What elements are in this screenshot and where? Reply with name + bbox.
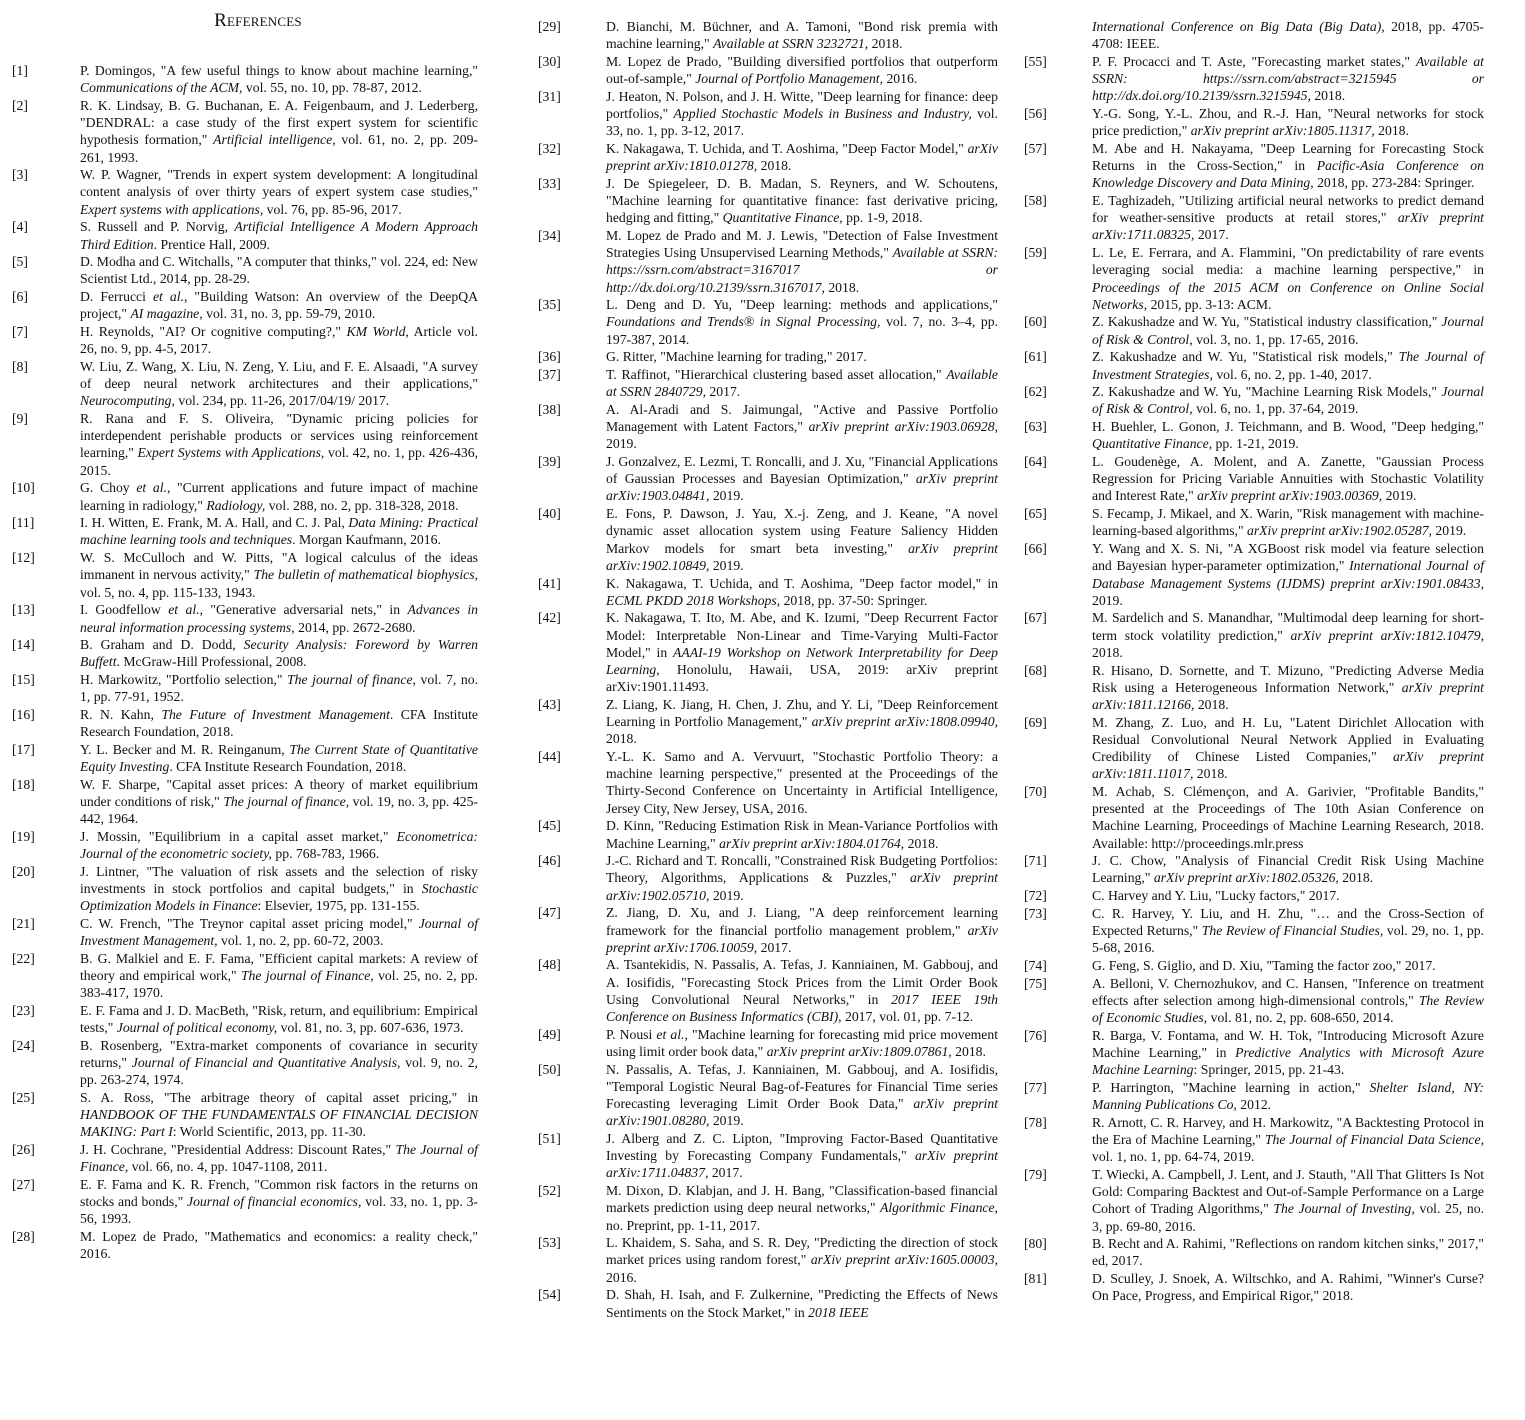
reference-number: [7] (12, 324, 28, 340)
reference-number: [71] (1024, 853, 1047, 869)
reference-entry (538, 1286, 998, 1320)
reference-entry (12, 1002, 478, 1036)
reference-number: [68] (1024, 662, 1047, 678)
reference-number: [17] (12, 741, 35, 757)
reference-entry (12, 288, 478, 322)
reference-entry (12, 1176, 478, 1228)
reference-text: C. W. French, "The Treynor capital asset pricing model," Journal of Investment Management, vol. 1, no. 2, pp. 60-72, 2003. (80, 915, 478, 949)
reference-entry (12, 915, 478, 949)
reference-text: E. F. Fama and J. D. MacBeth, "Risk, return, and equilibrium: Empirical tests," Journal of political economy, vol. 81, no. 3, pp. 607-636, 1973. (80, 1002, 478, 1036)
reference-entry (12, 323, 478, 357)
reference-text: M. Zhang, Z. Luo, and H. Lu, "Latent Dirichlet Allocation with Residual Convolutional Neural Network Applied in Evaluating Credibility of Chinese Listed Companies," arXiv preprint arXiv:1811.11017, 2018. (1092, 714, 1484, 782)
reference-entry (538, 140, 998, 174)
reference-text: J. Mossin, "Equilibrium in a capital asset market," Econometrica: Journal of the econometric society, pp. 768-783, 1966. (80, 828, 478, 862)
reference-text: R. N. Kahn, The Future of Investment Management. CFA Institute Research Foundation, 2018. (80, 707, 478, 740)
reference-entry (1024, 18, 1484, 52)
reference-entry (538, 1026, 998, 1060)
reference-text: A. Tsantekidis, N. Passalis, A. Tefas, J. Kanniainen, M. Gabbouj, and A. Iosifidis, "Forecasting Stock Prices from the Limit Order Book Using Convolutional Neural Networks," in 2017 IEEE 19th Conference on Business Informatics (CBI), 2017, vol. 01, pp. 7-12. (606, 957, 998, 1025)
references-column-3 (1024, 18, 1484, 1305)
reference-number: [52] (538, 1183, 561, 1199)
reference-number: [15] (12, 672, 35, 688)
reference-entry (1024, 1166, 1484, 1235)
reference-number: [57] (1024, 140, 1047, 156)
reference-number: [75] (1024, 975, 1047, 991)
reference-entry (538, 175, 998, 227)
reference-text: K. Nakagawa, T. Uchida, and T. Aoshima, "Deep factor model," in ECML PKDD 2018 Workshops, 2018, pp. 37-50: Springer. (606, 575, 998, 608)
reference-text: D. Ferrucci et al., "Building Watson: An overview of the DeepQA project," AI magazine, vol. 31, no. 3, pp. 59-79, 2010. (80, 289, 478, 322)
reference-entry (1024, 1079, 1484, 1113)
reference-number: [9] (12, 411, 28, 427)
reference-number (1024, 18, 1092, 52)
reference-number: [80] (1024, 1236, 1047, 1252)
reference-text: P. Domingos, "A few useful things to know about machine learning," Communications of the ACM, vol. 55, no. 10, pp. 78-87, 2012. (80, 63, 478, 96)
reference-entry (1024, 244, 1484, 313)
reference-number: [73] (1024, 905, 1047, 921)
reference-number: [58] (1024, 193, 1047, 209)
reference-entry (538, 401, 998, 453)
reference-entry (12, 828, 478, 862)
reference-entry (538, 817, 998, 851)
reference-text: H. Buehler, L. Gonon, J. Teichmann, and B. Wood, "Deep hedging," Quantitative Finance, pp. 1-21, 2019. (1092, 419, 1484, 452)
reference-number: [31] (538, 88, 561, 104)
reference-entry (538, 852, 998, 904)
reference-number: [77] (1024, 1079, 1047, 1095)
reference-entry (12, 950, 478, 1002)
reference-text: B. G. Malkiel and E. F. Fama, "Efficient capital markets: A review of theory and empirical work," The journal of Finance, vol. 25, no. 2, pp. 383-417, 1970. (80, 950, 478, 1001)
reference-entry (1024, 957, 1484, 974)
reference-entry (538, 18, 998, 52)
reference-text: A. Al-Aradi and S. Jaimungal, "Active and Passive Portfolio Management with Latent Factors," arXiv preprint arXiv:1903.06928, 2019. (606, 401, 998, 452)
reference-text: Z. Kakushadze and W. Yu, "Machine Learning Risk Models," Journal of Risk & Control, vol. 6, no. 1, pp. 37-64, 2019. (1092, 384, 1484, 417)
reference-text: E. Taghizadeh, "Utilizing artificial neural networks to predict demand for weather-sensitive products at retail stores," arXiv preprint arXiv:1711.08325, 2017. (1092, 193, 1484, 243)
reference-number: [22] (12, 950, 35, 966)
reference-number: [34] (538, 227, 561, 243)
reference-number: [3] (12, 167, 28, 183)
reference-number: [76] (1024, 1027, 1047, 1043)
reference-text: International Conference on Big Data (Big Data), 2018, pp. 4705-4708: IEEE. (1092, 19, 1484, 52)
reference-entry (12, 741, 478, 775)
reference-text: M. Abe and H. Nakayama, "Deep Learning for Forecasting Stock Returns in the Cross-Section," in Pacific-Asia Conference on Knowledge Discovery and Data Mining, 2018, pp. 273-284: Springer. (1092, 140, 1484, 191)
reference-entry (12, 1141, 478, 1175)
reference-entry (1024, 975, 1484, 1027)
reference-text: C. Harvey and Y. Liu, "Lucky factors," 2017. (1092, 888, 1340, 904)
reference-entry (12, 1037, 478, 1089)
reference-entry (1024, 783, 1484, 852)
reference-number: [62] (1024, 384, 1047, 400)
reference-number: [53] (538, 1235, 561, 1251)
reference-number: [43] (538, 696, 561, 712)
reference-text: B. Graham and D. Dodd, Security Analysis: Foreword by Warren Buffett. McGraw-Hill Professional, 2008. (80, 637, 478, 670)
reference-number: [48] (538, 957, 561, 973)
reference-text: R. Rana and F. S. Oliveira, "Dynamic pricing policies for interdependent perishable products or services using reinforcement learning," Expert Systems with Applications, vol. 42, no. 1, pp. 426-436, 2015. (80, 411, 478, 478)
reference-text: R. Arnott, C. R. Harvey, and H. Markowitz, "A Backtesting Protocol in the Era of Machine Learning," The Journal of Financial Data Science, vol. 1, no. 1, pp. 64-74, 2019. (1092, 1114, 1484, 1165)
reference-text: I. Goodfellow et al., "Generative adversarial nets," in Advances in neural information processing systems, 2014, pp. 2672-2680. (80, 602, 478, 635)
reference-entry (12, 1089, 478, 1141)
reference-entry (1024, 105, 1484, 139)
reference-text: T. Wiecki, A. Campbell, J. Lent, and J. Stauth, "All That Glitters Is Not Gold: Comparing Backtest and Out-of-Sample Performance on a Large Cohort of Trading Algorithms," The Journal of Investing, vol. 25, no. 3, pp. 69-80, 2016. (1092, 1166, 1484, 1234)
reference-entry (12, 97, 478, 166)
reference-entry (1024, 140, 1484, 192)
reference-entry (12, 671, 478, 705)
reference-number: [2] (12, 97, 28, 113)
reference-number: [14] (12, 637, 35, 653)
reference-entry (12, 776, 478, 828)
reference-text: M. Achab, S. Clémençon, and A. Garivier, "Profitable Bandits," presented at the Proceedings of The 10th Asian Conference on Machine Learning, Proceedings of Machine Learning Research, 2018. Available: http://proceedings.mlr.press (1092, 783, 1484, 851)
reference-number: [54] (538, 1287, 561, 1303)
reference-entry (12, 1228, 478, 1262)
reference-number: [60] (1024, 314, 1047, 330)
reference-text: W. P. Wagner, "Trends in expert system development: A longitudinal content analysis of over thirty years of expert system case studies," Expert systems with applications, vol. 76, pp. 85-96, 2017. (80, 167, 478, 217)
reference-entry (1024, 53, 1484, 105)
reference-entry (12, 218, 478, 252)
reference-number: [1] (12, 63, 28, 78)
reference-entry (538, 366, 998, 400)
reference-text: M. Lopez de Prado, "Mathematics and economics: a reality check," 2016. (80, 1229, 478, 1262)
reference-number: [45] (538, 818, 561, 834)
reference-entry (12, 514, 478, 548)
reference-entry (1024, 609, 1484, 661)
reference-number: [37] (538, 367, 561, 383)
reference-text: G. Choy et al., "Current applications and future impact of machine learning in radiology," Radiology, vol. 288, no. 2, pp. 318-328, 2018. (80, 480, 479, 513)
reference-text: P. F. Procacci and T. Aste, "Forecasting market states," Available at SSRN: https://ssrn.com/abstract=3215945 or http://dx.doi.org/10.2139/ssrn.3215945, 2018. (1092, 53, 1484, 104)
reference-number: [19] (12, 828, 35, 844)
reference-text: D. Modha and C. Witchalls, "A computer that thinks," vol. 224, ed: New Scientist Ltd., 2014, pp. 28-29. (80, 254, 478, 287)
reference-text: C. R. Harvey, Y. Liu, and H. Zhu, "… and the Cross-Section of Expected Returns," The Review of Financial Studies, vol. 29, no. 1, pp. 5-68, 2016. (1092, 905, 1484, 956)
reference-number: [79] (1024, 1166, 1047, 1182)
reference-text: D. Shah, H. Isah, and F. Zulkernine, "Predicting the Effects of News Sentiments on the Stock Market," in 2018 IEEE (606, 1287, 998, 1320)
reference-entry (12, 706, 478, 740)
reference-number: [42] (538, 610, 561, 626)
reference-number: [46] (538, 853, 561, 869)
reference-number: [16] (12, 707, 35, 723)
reference-number: [39] (538, 454, 561, 470)
reference-entry (12, 62, 478, 96)
reference-number: [25] (12, 1089, 35, 1105)
reference-number: [66] (1024, 541, 1047, 557)
reference-text: S. Russell and P. Norvig, Artificial Intelligence A Modern Approach Third Edition. Prentice Hall, 2009. (80, 219, 479, 252)
reference-number: [55] (1024, 53, 1047, 69)
reference-text: G. Ritter, "Machine learning for trading," 2017. (606, 349, 867, 365)
reference-text: J. Gonzalvez, E. Lezmi, T. Roncalli, and J. Xu, "Financial Applications of Gaussian Processes and Bayesian Optimization," arXiv preprint arXiv:1903.04841, 2019. (606, 454, 998, 504)
reference-text: K. Nakagawa, T. Uchida, and T. Aoshima, "Deep Factor Model," arXiv preprint arXiv:1810.01278, 2018. (606, 140, 998, 174)
reference-text: Z. Liang, K. Jiang, H. Chen, J. Zhu, and Y. Li, "Deep Reinforcement Learning in Portfolio Management," arXiv preprint arXiv:1808.09940, 2018. (606, 696, 998, 747)
reference-text: Y. Wang and X. S. Ni, "A XGBoost risk model via feature selection and Bayesian hyper-parameter optimization," International Journal of Database Management Systems (IJDMS) preprint arXiv:1901.08433, 2019. (1092, 541, 1484, 608)
reference-text: R. Barga, V. Fontama, and W. H. Tok, "Introducing Microsoft Azure Machine Learning," in Predictive Analytics with Microsoft Azure Machine Learning: Springer, 2015, pp. 21-43. (1092, 1027, 1484, 1078)
reference-text: Z. Kakushadze and W. Yu, "Statistical industry classification," Journal of Risk & Control, vol. 3, no. 1, pp. 17-65, 2016. (1092, 314, 1484, 347)
reference-number: [35] (538, 297, 561, 313)
reference-number: [6] (12, 289, 28, 305)
reference-entry (12, 410, 478, 479)
reference-entry (1024, 1270, 1484, 1304)
reference-text: S. Fecamp, J. Mikael, and X. Warin, "Risk management with machine-learning-based algorithms," arXiv preprint arXiv:1902.05287, 2019. (1092, 506, 1484, 539)
reference-number: [50] (538, 1061, 561, 1077)
reference-number: [27] (12, 1177, 35, 1192)
reference-number: [29] (538, 19, 561, 34)
reference-number: [8] (12, 358, 28, 374)
reference-text: M. Sardelich and S. Manandhar, "Multimodal deep learning for short-term stock volatility prediction," arXiv preprint arXiv:1812.10479, 2018. (1092, 610, 1484, 660)
reference-entry (1024, 453, 1484, 505)
reference-number: [23] (12, 1002, 35, 1018)
reference-entry (1024, 383, 1484, 417)
reference-text: B. Recht and A. Rahimi, "Reflections on random kitchen sinks," 2017," ed, 2017. (1092, 1236, 1484, 1269)
reference-text: D. Bianchi, M. Büchner, and A. Tamoni, "Bond risk premia with machine learning," Available at SSRN 3232721, 2018. (606, 19, 998, 52)
reference-text: B. Rosenberg, "Extra-market components of covariance in security returns," Journal of Financial and Quantitative Analysis, vol. 9, no. 2, pp. 263-274, 1974. (80, 1037, 478, 1088)
reference-entry (538, 53, 998, 87)
reference-number: [56] (1024, 106, 1047, 122)
reference-number: [18] (12, 776, 35, 792)
reference-number: [59] (1024, 245, 1047, 261)
reference-text: M. Lopez de Prado, "Building diversified portfolios that outperform out-of-sample," Journal of Portfolio Management, 2016. (606, 53, 998, 87)
reference-entry (538, 296, 998, 348)
reference-entry (538, 227, 998, 296)
reference-text: M. Dixon, D. Klabjan, and J. H. Bang, "Classification-based financial markets prediction using deep neural networks," Algorithmic Finance, no. Preprint, pp. 1-11, 2017. (606, 1183, 998, 1233)
reference-text: N. Passalis, A. Tefas, J. Kanniainen, M. Gabbouj, and A. Iosifidis, "Temporal Logistic Neural Bag-of-Features for Financial Time series Forecasting leveraging Limit Order Book Data," arXiv preprint arXiv:1901.08280, 2019. (606, 1061, 998, 1129)
reference-number: [4] (12, 219, 28, 235)
reference-text: H. Markowitz, "Portfolio selection," The journal of finance, vol. 7, no. 1, pp. 77-91, 1952. (80, 672, 478, 705)
reference-number: [63] (1024, 419, 1047, 435)
reference-entry (538, 1061, 998, 1130)
reference-entry (12, 479, 478, 513)
reference-number: [32] (538, 140, 561, 156)
references-column-1 (12, 62, 478, 1263)
reference-entry (1024, 418, 1484, 452)
reference-entry (1024, 852, 1484, 886)
reference-number: [81] (1024, 1271, 1047, 1287)
reference-entry (1024, 505, 1484, 539)
reference-text: W. F. Sharpe, "Capital asset prices: A theory of market equilibrium under conditions of risk," The journal of finance, vol. 19, no. 3, pp. 425-442, 1964. (80, 776, 478, 827)
reference-number: [78] (1024, 1114, 1047, 1130)
reference-number: [72] (1024, 888, 1047, 904)
reference-text: Z. Jiang, D. Xu, and J. Liang, "A deep reinforcement learning framework for the financial portfolio management problem," arXiv preprint arXiv:1706.10059, 2017. (606, 905, 998, 955)
reference-text: T. Raffinot, "Hierarchical clustering based asset allocation," Available at SSRN 2840729, 2017. (606, 367, 998, 400)
reference-number: [61] (1024, 349, 1047, 365)
references-column-2 (538, 18, 998, 1321)
reference-number: [38] (538, 401, 561, 417)
reference-number: [51] (538, 1131, 561, 1146)
reference-text: P. Nousi et al., "Machine learning for forecasting mid price movement using limit order book data," arXiv preprint arXiv:1809.07861, 2018. (606, 1026, 999, 1059)
reference-number: [47] (538, 905, 561, 921)
reference-text: K. Nakagawa, T. Ito, M. Abe, and K. Izumi, "Deep Recurrent Factor Model: Interpretable Non-Linear and Time-Varying Multi-Factor Model," in AAAI-19 Workshop on Network Interpretability for Deep Learning, Honolulu, Hawaii, USA, 2019: arXiv preprint arXiv:1901.11493. (606, 610, 998, 695)
reference-number: [41] (538, 575, 561, 591)
reference-entry (1024, 714, 1484, 783)
reference-text: L. Deng and D. Yu, "Deep learning: methods and applications," Foundations and Trends® in Signal Processing, vol. 7, no. 3–4, pp. 197-387, 2014. (606, 297, 998, 347)
reference-text: Y.-G. Song, Y.-L. Zhou, and R.-J. Han, "Neural networks for stock price prediction," arXiv preprint arXiv:1805.11317, 2018. (1092, 106, 1484, 139)
reference-number: [11] (12, 515, 35, 531)
reference-number: [69] (1024, 714, 1047, 730)
reference-entry (12, 636, 478, 670)
reference-number: [36] (538, 349, 561, 365)
reference-number: [40] (538, 506, 561, 522)
reference-text: P. Harrington, "Machine learning in action," Shelter Island, NY: Manning Publications Co, 2012. (1092, 1079, 1484, 1113)
reference-number: [12] (12, 550, 35, 566)
reference-number: [44] (538, 749, 561, 765)
reference-text: L. Khaidem, S. Saha, and S. R. Dey, "Predicting the direction of stock market prices using random forest," arXiv preprint arXiv:1605.00003, 2016. (606, 1235, 998, 1285)
reference-entry (538, 609, 998, 695)
reference-text: Y. L. Becker and M. R. Reinganum, The Current State of Quantitative Equity Investing. CFA Institute Research Foundation, 2018. (80, 741, 479, 775)
reference-entry (1024, 348, 1484, 382)
reference-entry (12, 863, 478, 915)
reference-entry (12, 358, 478, 410)
reference-entry (1024, 1114, 1484, 1166)
reference-text: A. Belloni, V. Chernozhukov, and C. Hansen, "Inference on treatment effects after selection among high-dimensional controls," The Review of Economic Studies, vol. 81, no. 2, pp. 608-650, 2014. (1092, 975, 1484, 1026)
reference-number: [28] (12, 1229, 35, 1245)
reference-text: D. Kinn, "Reducing Estimation Risk in Mean-Variance Portfolios with Machine Learning," arXiv preprint arXiv:1804.01764, 2018. (606, 818, 998, 851)
reference-number: [26] (12, 1142, 35, 1158)
reference-entry (538, 956, 998, 1025)
reference-text: L. Le, E. Ferrara, and A. Flammini, "On predictability of rare events leveraging social media: a machine learning perspective," in Proceedings of the 2015 ACM on Conference on Online Social Networks, 2015, pp. 3-13: ACM. (1092, 245, 1484, 312)
reference-text: G. Feng, S. Giglio, and D. Xiu, "Taming the factor zoo," 2017. (1092, 957, 1436, 973)
reference-text: D. Sculley, J. Snoek, A. Wiltschko, and A. Rahimi, "Winner's Curse? On Pace, Progress, and Empirical Rigor," 2018. (1092, 1271, 1484, 1304)
reference-text: S. A. Ross, "The arbitrage theory of capital asset pricing," in HANDBOOK OF THE FUNDAMENTALS OF FINANCIAL DECISION MAKING: Part I: World Scientific, 2013, pp. 11-30. (80, 1089, 478, 1140)
reference-text: Y.-L. K. Samo and A. Vervuurt, "Stochastic Portfolio Theory: a machine learning perspective," presented at the Proceedings of the Thirty-Second Conference on Uncertainty in Artificial Intelligence, Jersey City, New Jersey, USA, 2016. (606, 749, 998, 816)
reference-entry (538, 575, 998, 609)
reference-text: J. H. Cochrane, "Presidential Address: Discount Rates," The Journal of Finance, vol. 66, no. 4, pp. 1047-1108, 2011. (80, 1142, 478, 1175)
reference-number: [24] (12, 1037, 35, 1053)
reference-text: J. C. Chow, "Analysis of Financial Credit Risk Using Machine Learning," arXiv preprint arXiv:1802.05326, 2018. (1092, 853, 1484, 886)
reference-number: [65] (1024, 506, 1047, 522)
reference-entry (538, 904, 998, 956)
reference-entry (538, 696, 998, 748)
reference-entry (1024, 662, 1484, 714)
reference-entry (1024, 1235, 1484, 1269)
reference-text: R. Hisano, D. Sornette, and T. Mizuno, "Predicting Adverse Media Risk using a Heterogeneous Information Network," arXiv preprint arXiv:1811.12166, 2018. (1092, 662, 1484, 712)
reference-entry (12, 253, 478, 287)
reference-entry (538, 1182, 998, 1234)
reference-number: [74] (1024, 957, 1047, 973)
reference-number: [5] (12, 254, 28, 270)
reference-entry (1024, 192, 1484, 244)
reference-text: J. Heaton, N. Polson, and J. H. Witte, "Deep learning for finance: deep portfolios," Applied Stochastic Models in Business and Industry, vol. 33, no. 1, pp. 3-12, 2017. (606, 88, 998, 139)
reference-number: [33] (538, 175, 561, 191)
reference-entry (538, 88, 998, 140)
reference-text: W. S. McCulloch and W. Pitts, "A logical calculus of the ideas immanent in nervous activity," The bulletin of mathematical biophysics, vol. 5, no. 4, pp. 115-133, 1943. (80, 550, 478, 600)
reference-entry (538, 1234, 998, 1286)
reference-number: [13] (12, 602, 35, 618)
reference-entry (12, 601, 478, 635)
reference-text: J. De Spiegeleer, D. B. Madan, S. Reyners, and W. Schoutens, "Machine learning for quantitative finance: fast derivative pricing, hedging and fitting," Quantitative Finance, pp. 1-9, 2018. (606, 175, 998, 226)
reference-text: J. Lintner, "The valuation of risk assets and the selection of risky investments in stock portfolios and capital budgets," in Stochastic Optimization Models in Finance: Elsevier, 1975, pp. 131-155. (80, 863, 478, 914)
reference-text: L. Goudenège, A. Molent, and A. Zanette, "Gaussian Process Regression for Pricing Variable Annuities with Stochastic Volatility and Interest Rate," arXiv preprint arXiv:1903.00369, 2019. (1092, 454, 1484, 504)
reference-text: I. H. Witten, E. Frank, M. A. Hall, and C. J. Pal, Data Mining: Practical machine learning tools and techniques. Morgan Kaufmann, 2016. (80, 515, 478, 548)
reference-number: [70] (1024, 783, 1047, 799)
reference-text: J. Alberg and Z. C. Lipton, "Improving Factor-Based Quantitative Investing by Forecasting Company Fundamentals," arXiv preprint arXiv:1711.04837, 2017. (606, 1131, 998, 1181)
reference-entry (1024, 905, 1484, 957)
reference-entry (538, 505, 998, 574)
reference-number: [30] (538, 53, 561, 69)
reference-text: R. K. Lindsay, B. G. Buchanan, E. A. Feigenbaum, and J. Lederberg, "DENDRAL: a case study of the first expert system for scientific hypothesis formation," Artificial intelligence, vol. 61, no. 2, pp. 209-261, 1993. (80, 97, 478, 165)
reference-entry (1024, 1027, 1484, 1079)
reference-text: E. F. Fama and K. R. French, "Common risk factors in the returns on stocks and bonds," Journal of financial economics, vol. 33, no. 1, pp. 3-56, 1993. (80, 1177, 478, 1227)
reference-text: W. Liu, Z. Wang, X. Liu, N. Zeng, Y. Liu, and F. E. Alsaadi, "A survey of deep neural network architectures and their applications," Neurocomputing, vol. 234, pp. 11-26, 2017/04/19/ 2017. (80, 358, 478, 409)
reference-entry (1024, 887, 1484, 904)
reference-number: [21] (12, 915, 35, 931)
reference-entry (12, 549, 478, 601)
reference-entry (12, 166, 478, 218)
reference-number: [67] (1024, 610, 1047, 626)
reference-text: E. Fons, P. Dawson, J. Yau, X.-j. Zeng, and J. Keane, "A novel dynamic asset allocation system using Feature Saliency Hidden Markov models for smart beta investing," arXiv preprint arXiv:1902.10849, 2019. (606, 506, 998, 573)
reference-number: [20] (12, 863, 35, 879)
reference-entry (538, 748, 998, 817)
reference-number: [49] (538, 1026, 561, 1042)
reference-entry (538, 1130, 998, 1182)
reference-entry (1024, 313, 1484, 347)
reference-entry (538, 348, 998, 365)
reference-text: Z. Kakushadze and W. Yu, "Statistical risk models," The Journal of Investment Strategies, vol. 6, no. 2, pp. 1-40, 2017. (1092, 349, 1484, 382)
references-heading: References (214, 10, 302, 31)
reference-number: [64] (1024, 454, 1047, 470)
reference-entry (1024, 540, 1484, 609)
reference-text: J.-C. Richard and T. Roncalli, "Constrained Risk Budgeting Portfolios: Theory, Algorithms, Applications & Puzzles," arXiv preprint arXiv:1902.05710, 2019. (606, 853, 998, 903)
reference-text: M. Lopez de Prado and M. J. Lewis, "Detection of False Investment Strategies Using Unsupervised Learning Methods," Available at SSRN: https://ssrn.com/abstract=3167017 or http://dx.doi.org/10.2139/ssrn.3167017, 2018. (606, 227, 999, 295)
reference-entry (538, 453, 998, 505)
reference-number: [10] (12, 480, 35, 496)
reference-text: H. Reynolds, "AI? Or cognitive computing?," KM World, Article vol. 26, no. 9, pp. 4-5, 2017. (80, 324, 478, 357)
